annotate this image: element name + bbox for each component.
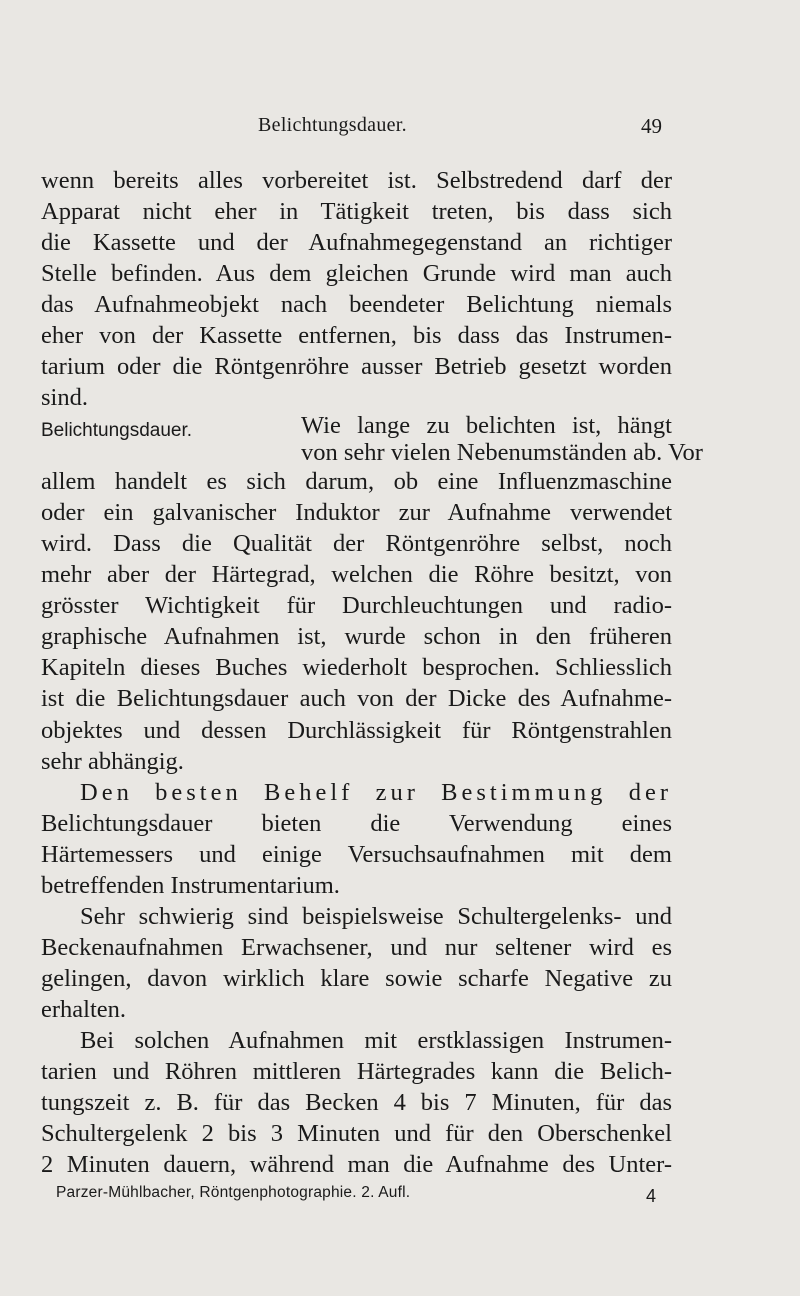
text-line: wird. Dass die Qualität der Röntgenröhre selbst, noch: [41, 530, 672, 557]
running-head: [0, 114, 800, 138]
text-line: tarium oder die Röntgenröhre ausser Betrieb gesetzt worden: [41, 353, 672, 380]
text-line: gelingen, davon wirklich klare sowie scharfe Negative zu: [41, 965, 672, 992]
text-line: allem handelt es sich darum, ob eine Influenzmaschine: [41, 468, 672, 495]
text-line: grösster Wichtigkeit für Durchleuchtungen und radio-: [41, 592, 672, 619]
text-line: Belichtungsdauer bieten die Verwendung eines: [41, 810, 672, 837]
text-line: tungszeit z. B. für das Becken 4 bis 7 Minuten, für das: [41, 1089, 672, 1116]
text-line: wenn bereits alles vorbereitet ist. Selbstredend darf der: [41, 167, 672, 194]
running-title: Belichtungsdauer.: [258, 114, 407, 136]
text-line: Härtemessers und einige Versuchsaufnahmen mit dem: [41, 841, 672, 868]
text-line: oder ein galvanischer Induktor zur Aufnahme verwendet: [41, 499, 672, 526]
text-line: objektes und dessen Durchlässigkeit für Röntgenstrahlen: [41, 717, 672, 744]
text-line: erhalten.: [41, 996, 127, 1023]
imprint-text: Parzer-Mühlbacher, Röntgenphotographie. 2. Aufl.: [56, 1184, 411, 1201]
text-line: mehr aber der Härtegrad, welchen die Röhre besitzt, von: [41, 561, 672, 588]
text-line: eher von der Kassette entfernen, bis dass das Instrumen-: [41, 322, 672, 349]
text-line: betreffenden Instrumentarium.: [41, 872, 340, 899]
text-line: tarien und Röhren mittleren Härtegrades kann die Belich-: [41, 1058, 672, 1085]
signature-mark: 4: [646, 1186, 657, 1206]
text-line: von sehr vielen Nebenumständen ab. Vor: [301, 439, 703, 466]
text-line: Sehr schwierig sind beispielsweise Schultergelenks- und: [80, 903, 672, 930]
margin-note: Belichtungsdauer.: [41, 420, 193, 441]
text-line: graphische Aufnahmen ist, wurde schon in den früheren: [41, 623, 672, 650]
text-line: Schultergelenk 2 bis 3 Minuten und für den Oberschenkel: [41, 1120, 672, 1147]
text-line: sehr abhängig.: [41, 748, 184, 775]
text-line: die Kassette und der Aufnahmegegenstand an richtiger: [41, 229, 672, 256]
page-number: 49: [641, 114, 662, 138]
text-line: 2 Minuten dauern, während man die Aufnahme des Unter-: [41, 1151, 672, 1178]
text-line: sind.: [41, 384, 88, 411]
text-line: Stelle befinden. Aus dem gleichen Grunde wird man auch: [41, 260, 672, 287]
text-line: ist die Belichtungsdauer auch von der Dicke des Aufnahme-: [41, 685, 672, 712]
text-line: Kapiteln dieses Buches wiederholt besprochen. Schliesslich: [41, 654, 672, 681]
text-line: Apparat nicht eher in Tätigkeit treten, bis dass sich: [41, 198, 672, 225]
text-line: das Aufnahmeobjekt nach beendeter Belichtung niemals: [41, 291, 672, 318]
text-line: Den besten Behelf zur Bestimmung der: [80, 779, 672, 806]
text-line: Bei solchen Aufnahmen mit erstklassigen Instrumen-: [80, 1027, 672, 1054]
footer-imprint: [56, 1184, 676, 1208]
text-line: Beckenaufnahmen Erwachsener, und nur seltener wird es: [41, 934, 672, 961]
text-line: Wie lange zu belichten ist, hängt: [301, 412, 672, 439]
